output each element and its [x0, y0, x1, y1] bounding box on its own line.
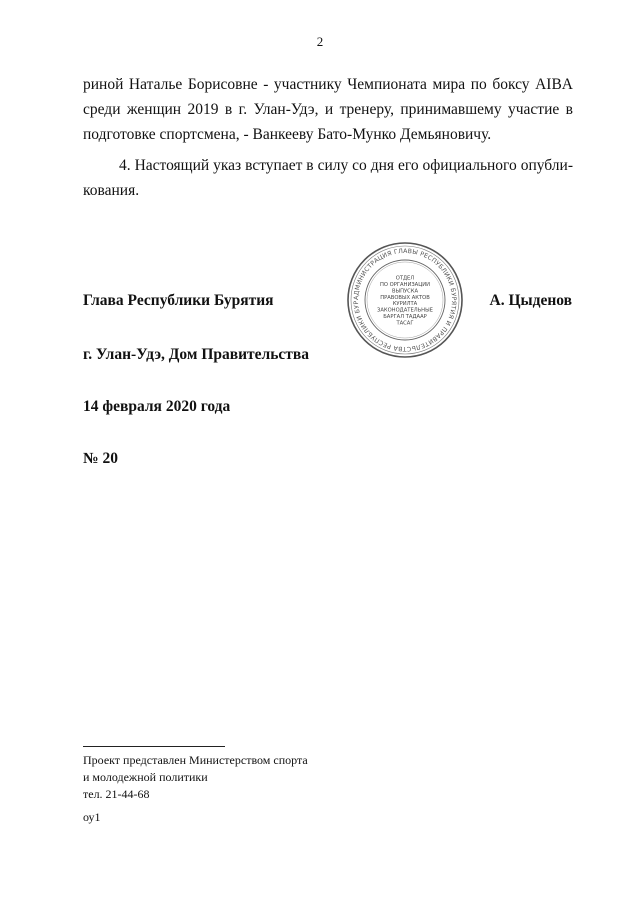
effective-date-paragraph	[83, 153, 573, 203]
seal-inner-line: БАРГАЛ ТАДААР	[383, 314, 427, 320]
signing-date: 14 февраля 2020 года	[83, 398, 231, 415]
svg-text:АДМИНИСТРАЦИЯ ГЛАВЫ РЕСПУБЛИКИ: АДМИНИСТРАЦИЯ ГЛАВЫ РЕСПУБЛИКИ БУРЯТИЯ И ПРАВИТЕЛЬСТВА РЕСПУБЛИКИ БУР	[352, 247, 458, 353]
seal-inner-line: ТАСАГ	[396, 320, 414, 327]
seal-inner-line: ПРАВОВЫХ АКТОВ	[380, 294, 430, 301]
paragraph-line: риной Наталье Борисовне - участнику Чемпионата мира по боксу AIBA	[83, 76, 573, 93]
footnote-line: Проект представлен Министерством спорта	[83, 753, 308, 767]
official-seal-stamp	[345, 240, 465, 360]
paragraph-line: 4. Настоящий указ вступает в силу со дня его официального опубли-	[119, 157, 573, 174]
seal-inner-line: ЗАКОНОДАТЕЛЬНЫЕ	[377, 307, 433, 314]
seal-inner-line: ОТДЕЛ	[395, 275, 415, 282]
signatory-name: А. Цыденов	[489, 292, 572, 309]
footnote-line: тел. 21-44-68	[83, 787, 150, 801]
signatory-title: Глава Республики Бурятия	[83, 292, 274, 309]
page-number: 2	[316, 34, 324, 49]
seal-inner-line: КУРИЛТА	[392, 301, 418, 308]
paragraph-line: кования.	[83, 182, 140, 199]
award-paragraph	[83, 72, 573, 147]
document-code: оу1	[83, 810, 101, 824]
footnote-divider	[83, 746, 225, 747]
paragraph-line: среди женщин 2019 в г. Улан-Удэ, и тренеру, принимавшему участие в	[83, 101, 573, 118]
seal-inner-line: ПО ОРГАНИЗАЦИИ	[379, 282, 431, 288]
seal-inner-line: ВЫПУСКА	[391, 288, 419, 295]
footnote	[83, 752, 308, 803]
footnote-line: и молодежной политики	[83, 770, 208, 784]
signing-place: г. Улан-Удэ, Дом Правительства	[83, 346, 310, 363]
seal-icon	[345, 240, 465, 360]
decree-number: № 20	[83, 450, 118, 467]
paragraph-line: подготовке спортсмена, - Ванкееву Бато-Мунко Демьяновичу.	[83, 126, 492, 143]
